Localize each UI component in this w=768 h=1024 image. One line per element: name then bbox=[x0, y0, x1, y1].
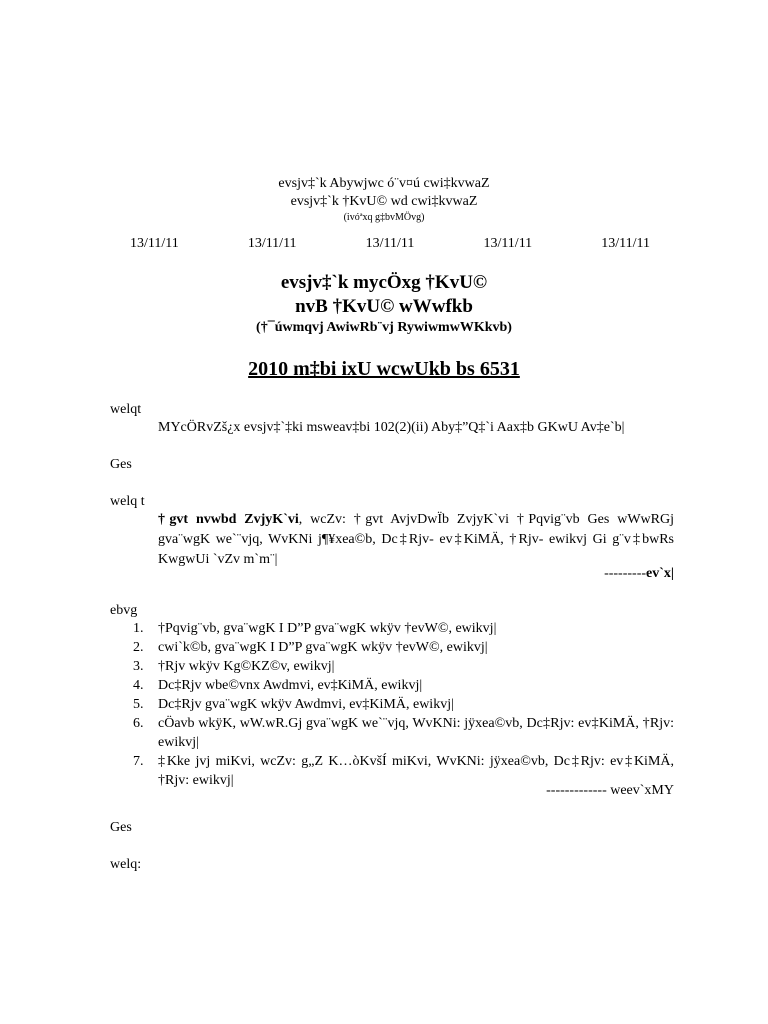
jurisdiction-title: (†¯úwmqvj AwiwRb¨vj RywiwmwWKkvb) bbox=[256, 320, 512, 335]
date: 13/11/11 bbox=[365, 236, 415, 251]
list-number: 6. bbox=[133, 716, 144, 731]
header-line-3: (ivóªxq g‡bvMÖvg) bbox=[343, 212, 425, 223]
list-text: cÖavb wkÿK, wW.wR.Gj gva¨wgK we`¨vjq, WvKNi: jÿxea©vb, Dc‡Rjv: ev‡KiMÄ, †Rjv: ewikvj| bbox=[158, 716, 674, 750]
list-item bbox=[133, 714, 674, 752]
petitioner-details: , wcZv: †gvt AvjvDwÏb ZvjyK`vi †Pqvig¨vb Ges wWwRGj gva¨wgK we`¨vjq, WvKNi j¶¥xea©b, Dc‡Rjv- ev‡KiMÄ, †Rjv- ewikvj Gi g¨v‡bwRs KwgwUi `vZv m`m¨| bbox=[158, 512, 674, 567]
subject-paragraph: MYcÖRvZš¿x evsjv‡`‡ki msweav‡bi 102(2)(ii) Aby‡”Q‡`i Aax‡b GKwU Av‡e`b| bbox=[158, 420, 625, 435]
separator-text: Ges bbox=[110, 457, 132, 472]
list-number: 2. bbox=[133, 640, 144, 655]
petitioner-paragraph bbox=[158, 510, 674, 570]
respondents-signoff: ------------- weev`xMY bbox=[546, 783, 674, 798]
list-item bbox=[133, 619, 674, 638]
petitioner-signoff bbox=[158, 566, 674, 582]
list-number: 4. bbox=[133, 678, 144, 693]
date: 13/11/11 bbox=[601, 236, 650, 251]
list-text: ‡Kke jvj miKvi, wcZv: g„Z K…òKvšÍ miKvi, WvKNi: jÿxea©vb, Dc‡Rjv: ev‡KiMÄ, †Rjv: ewikvj| bbox=[158, 754, 674, 788]
list-text: cwi`k©b, gva¨wgK I D”P gva¨wgK wkÿv †evW©, ewikvj| bbox=[158, 640, 488, 655]
date: 13/11/11 bbox=[247, 236, 297, 251]
list-text: †Pqvig¨vb, gva¨wgK I D”P gva¨wgK wkÿv †evW©, ewikvj| bbox=[158, 621, 497, 636]
separator-text: Ges bbox=[110, 820, 132, 835]
list-number: 7. bbox=[133, 754, 144, 769]
header-line-1: evsjv‡`k Abywjwc ó¨v¤ú cwi‡kvwaZ bbox=[278, 176, 490, 191]
court-title: evsjv‡`k mycÖxg †KvU© bbox=[280, 272, 488, 293]
section-label: welqt bbox=[110, 402, 142, 417]
date-row bbox=[130, 236, 650, 252]
respondent-list bbox=[133, 619, 674, 790]
list-number: 1. bbox=[133, 621, 144, 636]
list-number: 5. bbox=[133, 697, 144, 712]
signoff-word: ev`x| bbox=[646, 566, 674, 581]
list-number: 3. bbox=[133, 659, 144, 674]
petitioner-name: †gvt nvwbd ZvjyK`vi bbox=[158, 512, 299, 527]
header-line-2: evsjv‡`k †KvU© wd cwi‡kvwaZ bbox=[290, 194, 478, 209]
case-title: 2010 m‡bi ixU wcwUkb bs 6531 bbox=[248, 358, 520, 380]
list-item bbox=[133, 676, 674, 695]
list-item bbox=[133, 638, 674, 657]
signoff-dashes: --------- bbox=[604, 566, 647, 581]
case-title-wrap bbox=[0, 358, 768, 381]
date: 13/11/11 bbox=[483, 236, 533, 251]
section-label: welq: bbox=[110, 857, 142, 872]
division-title: nvB †KvU© wWwfkb bbox=[295, 296, 473, 317]
list-text: Dc‡Rjv gva¨wgK wkÿv Awdmvi, ev‡KiMÄ, ewikvj| bbox=[158, 697, 454, 712]
list-item bbox=[133, 657, 674, 676]
list-item bbox=[133, 695, 674, 714]
list-text: †Rjv wkÿv Kg©KZ©v, ewikvj| bbox=[158, 659, 335, 674]
section-label: welq t bbox=[110, 494, 145, 509]
list-text: Dc‡Rjv wbe©vnx Awdmvi, ev‡KiMÄ, ewikvj| bbox=[158, 678, 423, 693]
section-label: ebvg bbox=[110, 603, 138, 618]
date: 13/11/11 bbox=[130, 236, 179, 251]
